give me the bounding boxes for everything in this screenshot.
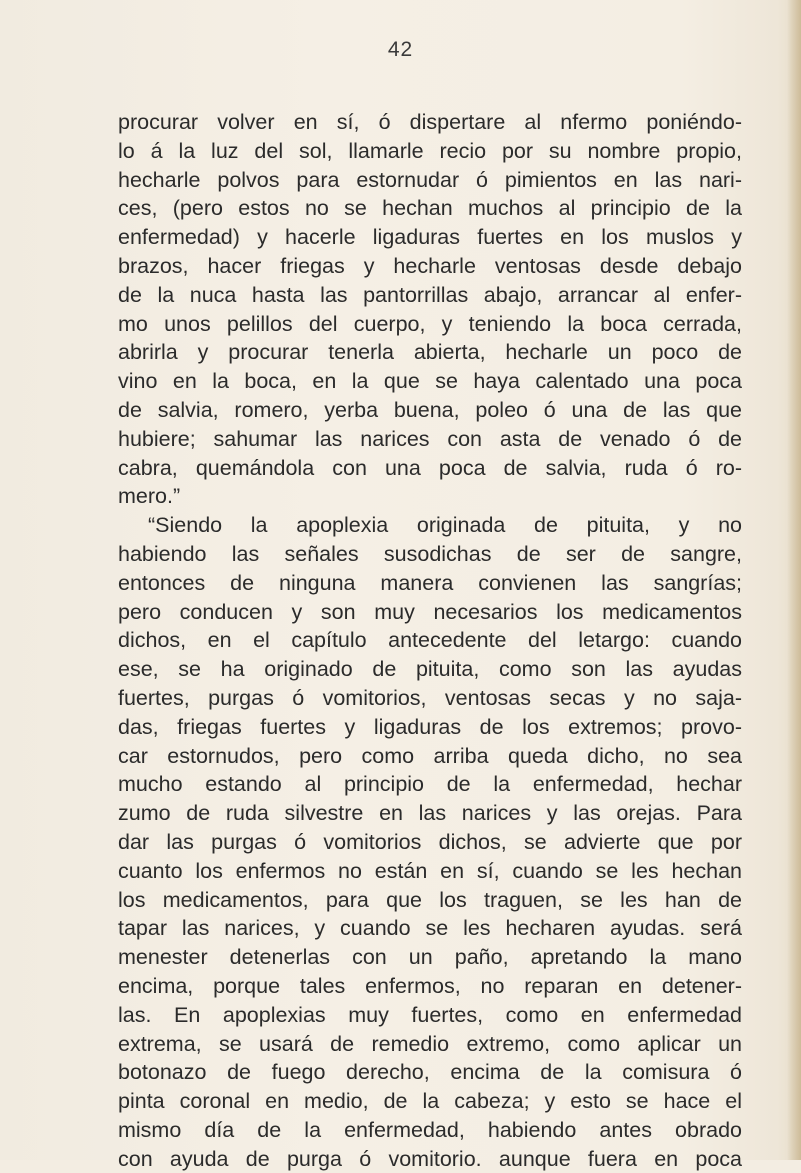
text-line: pinta coronal en medio, de la cabeza; y esto se hace el	[118, 1089, 742, 1114]
text-line: cuanto los enfermos no están en sí, cuando se les hechan	[118, 858, 742, 883]
text-line: tapar las narices, y cuando se les hecharen ayudas. será	[118, 916, 742, 941]
paragraph-end-line: mero.”	[118, 484, 181, 509]
text-line: mo unos pelillos del cuerpo, y teniendo la boca cerrada,	[118, 311, 742, 336]
text-line: con ayuda de purga ó vomitorio. aunque fuera en poca	[118, 1146, 742, 1171]
text-line: enfermedad) y hacerle ligaduras fuertes en los muslos y	[118, 225, 742, 250]
text-line: dichos, en el capítulo antecedente del letargo: cuando	[118, 628, 742, 653]
text-line: mucho estando al principio de la enfermedad, hechar	[118, 772, 742, 797]
paragraph-start-line: “Siendo la apoplexia originada de pituita, y no	[148, 513, 742, 538]
text-line: entonces de ninguna manera convienen las sangrías;	[118, 570, 742, 595]
text-line: zumo de ruda silvestre en las narices y las orejas. Para	[118, 801, 742, 826]
text-line: lo á la luz del sol, llamarle recio por su nombre propio,	[118, 138, 742, 163]
text-line: botonazo de fuego derecho, encima de la comisura ó	[118, 1060, 742, 1085]
text-line: pero conducen y son muy necesarios los medicamentos	[118, 599, 742, 624]
text-line: cabra, quemándola con una poca de salvia, ruda ó ro-	[118, 455, 742, 480]
text-line: vino en la boca, en la que se haya calentado una poca	[118, 369, 742, 394]
text-line: mismo día de la enfermedad, habiendo antes obrado	[118, 1117, 742, 1142]
text-line: hubiere; sahumar las narices con asta de venado ó de	[118, 426, 742, 451]
text-line: brazos, hacer friegas y hecharle ventosas desde debajo	[118, 253, 742, 278]
text-line: habiendo las señales susodichas de ser de sangre,	[118, 541, 742, 566]
text-line: das, friegas fuertes y ligaduras de los extremos; provo-	[118, 714, 742, 739]
text-line: de salvia, romero, yerba buena, poleo ó una de las que	[118, 397, 742, 422]
page-number: 42	[387, 38, 414, 61]
text-line: car estornudos, pero como arriba queda dicho, no sea	[118, 743, 742, 768]
text-line: dar las purgas ó vomitorios dichos, se advierte que por	[118, 829, 742, 854]
text-line: ese, se ha originado de pituita, como son las ayudas	[118, 657, 742, 682]
text-line: menester detenerlas con un paño, apretando la mano	[118, 945, 742, 970]
text-line: extrema, se usará de remedio extremo, como aplicar un	[118, 1031, 742, 1056]
text-line: encima, porque tales enfermos, no reparan en detener-	[118, 973, 742, 998]
page-edge-shadow	[787, 0, 801, 1160]
body-text	[118, 108, 742, 1173]
text-line: de la nuca hasta las pantorrillas abajo, arrancar al enfer-	[118, 282, 742, 307]
text-line: los medicamentos, para que los traguen, se les han de	[118, 887, 742, 912]
text-line: hecharle polvos para estornudar ó pimientos en las nari-	[118, 167, 742, 192]
text-line: procurar volver en sí, ó dispertare al nfermo poniéndo-	[118, 110, 742, 134]
text-line: las. En apoplexias muy fuertes, como en enfermedad	[118, 1002, 742, 1027]
text-line: ces, (pero estos no se hechan muchos al principio de la	[118, 196, 742, 221]
text-line: fuertes, purgas ó vomitorios, ventosas secas y no saja-	[118, 685, 742, 710]
text-line: abrirla y procurar tenerla abierta, hecharle un poco de	[118, 340, 742, 365]
